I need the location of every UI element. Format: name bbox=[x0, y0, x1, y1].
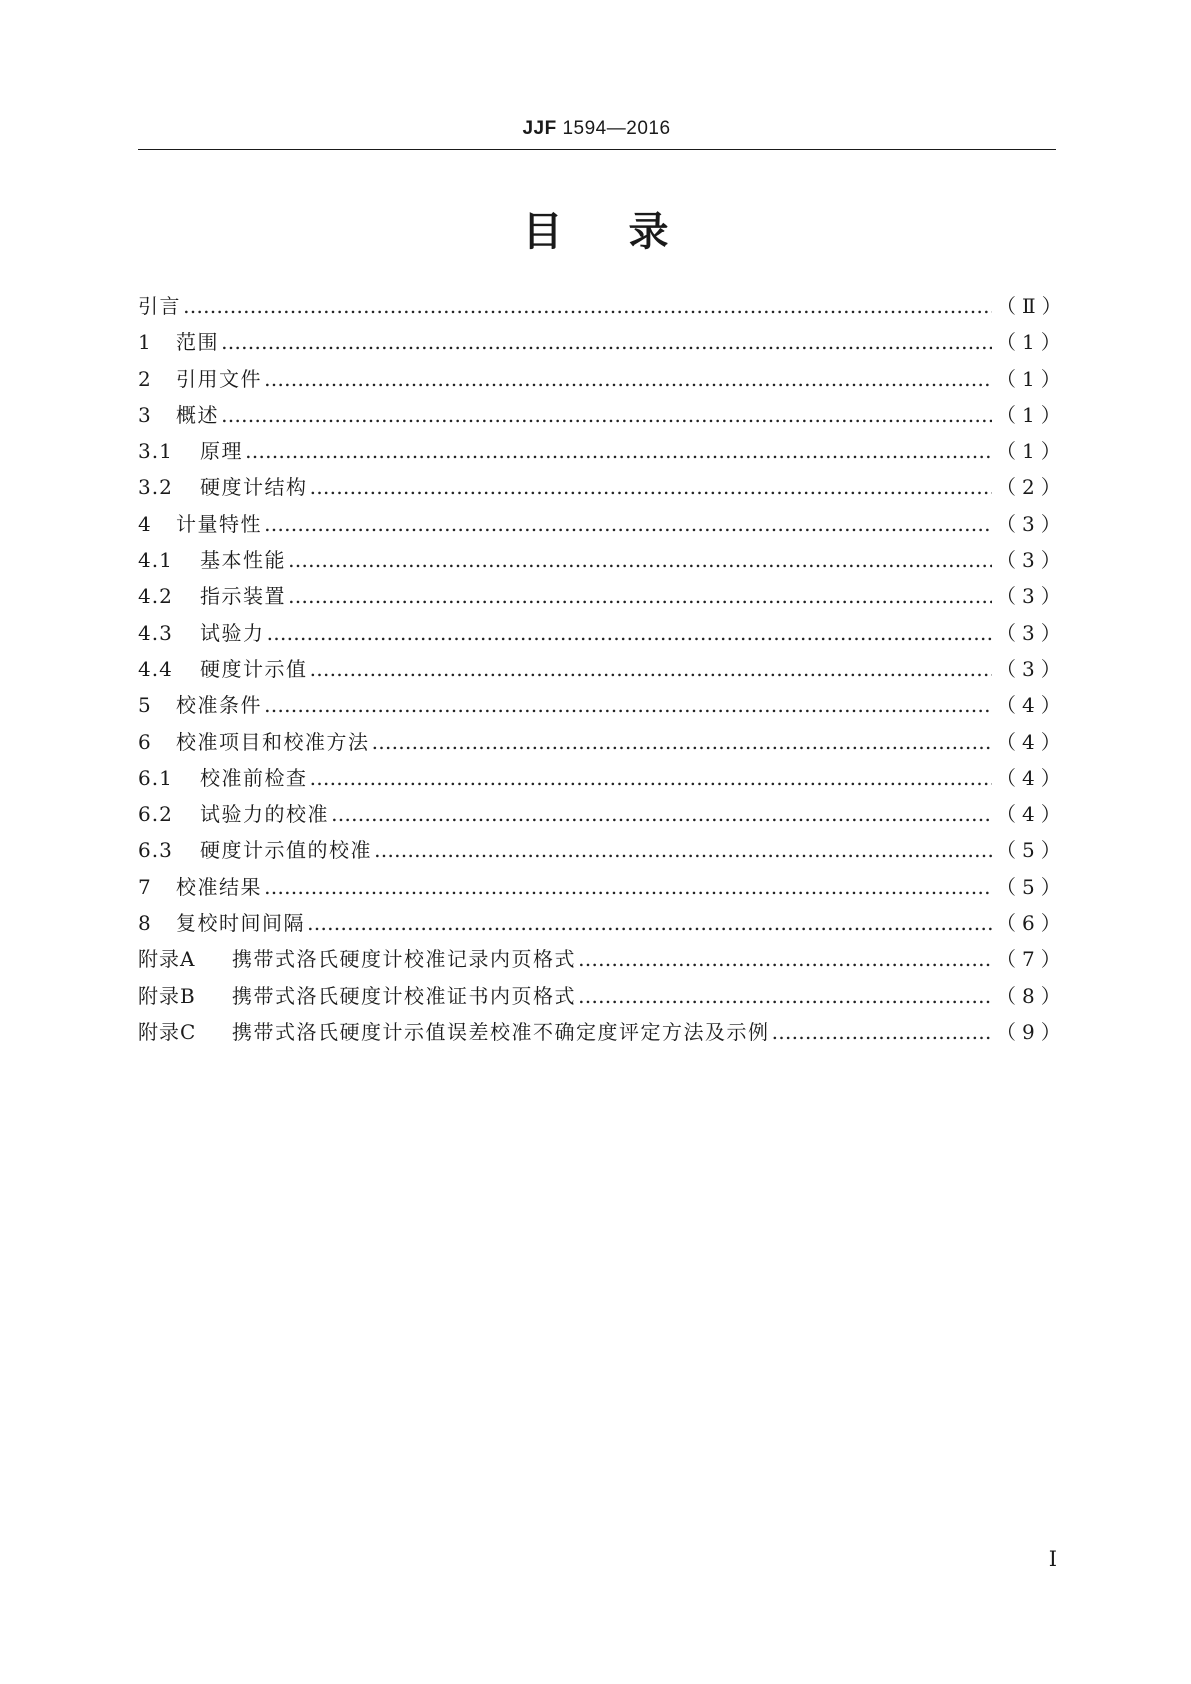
toc-entry-3-1[interactable] bbox=[138, 433, 1067, 469]
toc-entry-number: 6.3 bbox=[138, 838, 173, 863]
toc-entry-page: （5） bbox=[996, 838, 1067, 863]
toc-entry-label: 试验力 bbox=[200, 620, 265, 645]
toc-leader-dots bbox=[310, 760, 993, 796]
toc-entry-number: 5 bbox=[138, 693, 152, 718]
toc-leader-dots bbox=[772, 1014, 993, 1050]
toc-entry-page: （1） bbox=[996, 439, 1067, 464]
toc-entry-7[interactable] bbox=[138, 869, 1067, 905]
toc-entry-appendix-b[interactable] bbox=[138, 978, 1067, 1014]
toc-leader-dots bbox=[331, 796, 992, 832]
toc-entry-1[interactable] bbox=[138, 324, 1067, 360]
toc-entry-number: 7 bbox=[138, 874, 152, 899]
toc-entry-label: 校准结果 bbox=[176, 874, 262, 899]
toc-entry-6-1[interactable] bbox=[138, 760, 1067, 796]
toc-entry-page: （3） bbox=[996, 584, 1067, 609]
toc-entry-page: （8） bbox=[996, 983, 1067, 1008]
toc-entry-page: （4） bbox=[996, 802, 1067, 827]
toc-entry-label: 原理 bbox=[200, 439, 243, 464]
toc-leader-dots bbox=[245, 433, 992, 469]
toc-entry-number: 3.2 bbox=[138, 475, 173, 500]
toc-entry-appendix-a[interactable] bbox=[138, 941, 1067, 977]
toc-entry-page: （1） bbox=[996, 366, 1067, 391]
toc-entry-label: 复校时间间隔 bbox=[176, 911, 305, 936]
toc-entry-4-4[interactable] bbox=[138, 651, 1067, 687]
toc-leader-dots bbox=[288, 578, 992, 614]
toc-entry-label: 硬度计结构 bbox=[200, 475, 308, 500]
toc-leader-dots bbox=[578, 941, 992, 977]
toc-entry-label: 携带式洛氏硬度计校准证书内页格式 bbox=[232, 983, 576, 1008]
standard-prefix: JJF bbox=[522, 118, 557, 139]
toc-entry-label: 校准条件 bbox=[176, 693, 262, 718]
toc-entry-page: （1） bbox=[996, 402, 1067, 427]
toc-entry-8[interactable] bbox=[138, 905, 1067, 941]
toc-leader-dots bbox=[374, 832, 992, 868]
toc-entry-page: （3） bbox=[996, 548, 1067, 573]
toc-leader-dots bbox=[578, 978, 992, 1014]
toc-leader-dots bbox=[264, 361, 992, 397]
toc-entry-label: 引言 bbox=[138, 294, 181, 318]
toc-entry-3-2[interactable] bbox=[138, 469, 1067, 505]
toc-entry-number: 3 bbox=[138, 402, 152, 427]
toc-entry-number: 4.2 bbox=[138, 584, 173, 609]
toc-entry-4-1[interactable] bbox=[138, 542, 1067, 578]
page-number: I bbox=[1048, 1547, 1057, 1571]
toc-entry-number: 4.4 bbox=[138, 656, 173, 681]
toc-entry-number: 2 bbox=[138, 366, 152, 391]
toc-entry-page: （4） bbox=[996, 693, 1067, 718]
toc-entry-page: （4） bbox=[996, 765, 1067, 790]
toc-entry-label: 概述 bbox=[176, 402, 219, 427]
toc-entry-6-2[interactable] bbox=[138, 796, 1067, 832]
table-of-contents bbox=[138, 288, 1068, 1050]
toc-entry-number: 4 bbox=[138, 511, 152, 536]
toc-entry-page: （6） bbox=[996, 911, 1067, 936]
toc-entry-label: 引用文件 bbox=[176, 366, 262, 391]
toc-entry-number: 4.3 bbox=[138, 620, 173, 645]
toc-leader-dots bbox=[221, 324, 992, 360]
toc-entry-label: 基本性能 bbox=[200, 548, 286, 573]
toc-entry-6-3[interactable] bbox=[138, 832, 1067, 868]
toc-entry-number: 6 bbox=[138, 729, 152, 754]
toc-leader-dots bbox=[264, 506, 992, 542]
toc-entry-number: 8 bbox=[138, 911, 152, 936]
toc-entry-3[interactable] bbox=[138, 397, 1067, 433]
toc-entry-6[interactable] bbox=[138, 724, 1067, 760]
toc-entry-page: （3） bbox=[996, 620, 1067, 645]
toc-leader-dots bbox=[264, 869, 992, 905]
toc-entry-4-3[interactable] bbox=[138, 615, 1067, 651]
toc-entry-2[interactable] bbox=[138, 361, 1067, 397]
toc-entry-intro[interactable] bbox=[138, 288, 1068, 324]
toc-entry-label: 携带式洛氏硬度计校准记录内页格式 bbox=[232, 947, 576, 972]
toc-entry-page: （2） bbox=[996, 475, 1067, 500]
toc-entry-page: （1） bbox=[996, 330, 1067, 355]
toc-entry-number: 3.1 bbox=[138, 439, 173, 464]
toc-entry-number: 6.2 bbox=[138, 802, 173, 827]
toc-entry-label: 硬度计示值 bbox=[200, 656, 308, 681]
toc-entry-number: 附录A bbox=[138, 947, 196, 972]
toc-entry-number: 6.1 bbox=[138, 765, 173, 790]
toc-entry-label: 校准前检查 bbox=[200, 765, 308, 790]
toc-entry-number: 附录B bbox=[138, 983, 196, 1008]
toc-entry-page: （9） bbox=[996, 1019, 1067, 1044]
toc-entry-page: （7） bbox=[996, 947, 1067, 972]
toc-leader-dots bbox=[264, 687, 992, 723]
toc-entry-5[interactable] bbox=[138, 687, 1067, 723]
toc-entry-number: 附录C bbox=[138, 1019, 197, 1044]
toc-leader-dots bbox=[310, 469, 993, 505]
toc-entry-page: （Ⅱ） bbox=[996, 294, 1068, 318]
toc-entry-page: （3） bbox=[996, 511, 1067, 536]
toc-leader-dots bbox=[372, 724, 993, 760]
toc-title: 目录 bbox=[522, 209, 735, 255]
toc-entry-4-2[interactable] bbox=[138, 578, 1067, 614]
toc-entry-label: 计量特性 bbox=[176, 511, 262, 536]
toc-entry-4[interactable] bbox=[138, 506, 1067, 542]
toc-leader-dots bbox=[310, 651, 993, 687]
toc-entry-page: （3） bbox=[996, 656, 1067, 681]
toc-entry-appendix-c[interactable] bbox=[138, 1014, 1067, 1050]
toc-leader-dots bbox=[307, 905, 992, 941]
header-rule bbox=[138, 149, 1056, 150]
toc-leader-dots bbox=[288, 542, 992, 578]
toc-leader-dots bbox=[267, 615, 993, 651]
toc-entry-number: 1 bbox=[138, 330, 152, 355]
document-header bbox=[138, 118, 1055, 140]
toc-entry-label: 硬度计示值的校准 bbox=[200, 838, 372, 863]
toc-leader-dots bbox=[221, 397, 992, 433]
standard-number: 1594—2016 bbox=[562, 118, 671, 139]
toc-entry-label: 指示装置 bbox=[200, 584, 286, 609]
toc-entry-page: （5） bbox=[996, 874, 1067, 899]
toc-entry-label: 试验力的校准 bbox=[200, 802, 329, 827]
toc-entry-label: 携带式洛氏硬度计示值误差校准不确定度评定方法及示例 bbox=[232, 1019, 770, 1044]
toc-entry-label: 校准项目和校准方法 bbox=[176, 729, 370, 754]
toc-entry-page: （4） bbox=[996, 729, 1067, 754]
toc-entry-number: 4.1 bbox=[138, 548, 173, 573]
toc-leader-dots bbox=[183, 288, 992, 324]
toc-entry-label: 范围 bbox=[176, 330, 219, 355]
